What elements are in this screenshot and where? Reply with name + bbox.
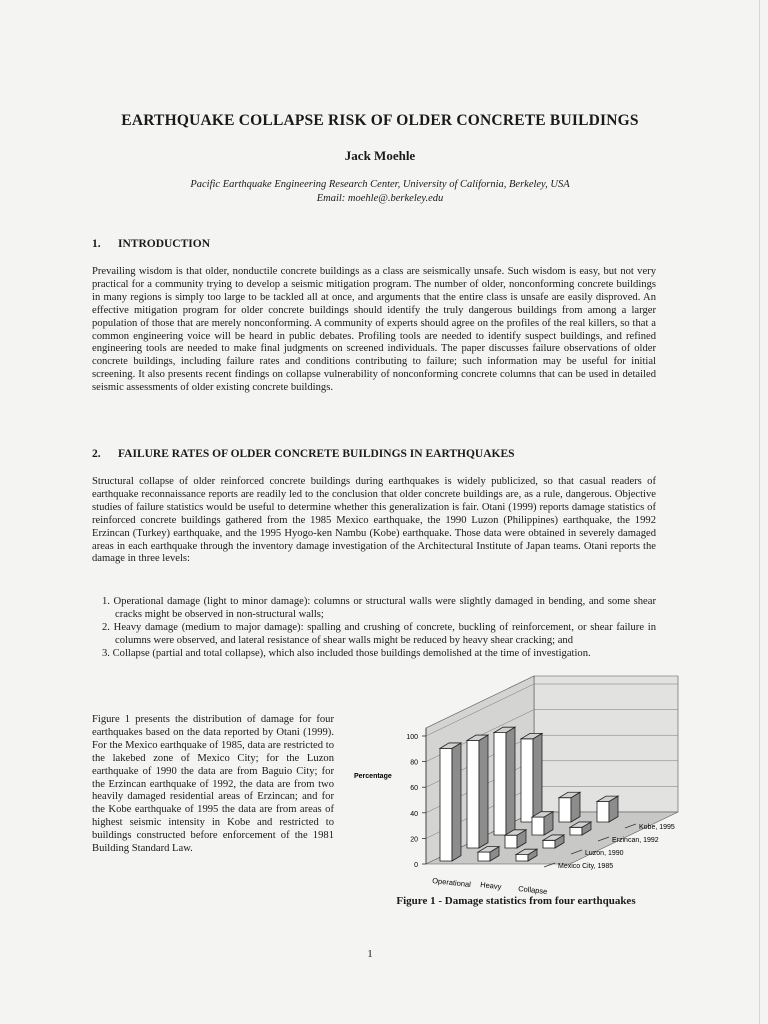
y-tick-label: 40 bbox=[410, 810, 418, 818]
y-tick-label: 100 bbox=[406, 734, 418, 741]
bar bbox=[516, 855, 528, 861]
damage-levels-list bbox=[102, 596, 656, 661]
bar bbox=[505, 835, 517, 848]
series-label: Mexico City, 1985 bbox=[558, 863, 614, 870]
affiliation: Pacific Earthquake Engineering Research Center, University of California, Berkeley, USA bbox=[190, 179, 570, 190]
y-tick-label: 60 bbox=[410, 785, 418, 793]
bar bbox=[559, 798, 571, 822]
y-axis-label: Percentage bbox=[354, 773, 392, 780]
bar-side bbox=[452, 743, 461, 861]
section-2-number: 2. bbox=[92, 448, 101, 460]
damage-chart bbox=[346, 704, 675, 897]
section-1-text: Prevailing wisdom is that older, nonductile concrete buildings as a class are seismically unsafe. Such wisdom is easy, but not very practical for a community trying to develop a seismic mitigation program. The number of older, nonconforming concrete buildings in many regions is simply too large to be tackled all at once, and arguments that the entire class is unsafe are easily disproved. An effective mitigation program for older concrete buildings should identify the truly dangerous buildings from among a larger population of those that are merely nonconforming. A community of experts should agree on the profiles of the real killers, so that a common engineering voice will be heard in public debates. Profiling tools are needed to identify suspect buildings, and refined engineering tools are needed to make final judgments on screened individuals. The paper discusses failure observations of older concrete buildings, including failure rates and conditions contributing to failure; such information may be useful for initial screening. It also presents recent findings on collapse vulnerability of nonconforming concrete columns that can be used in detailed seismic assessments of older existing concrete buildings. bbox=[92, 266, 656, 394]
bar bbox=[440, 748, 452, 861]
bar bbox=[597, 802, 609, 822]
bar bbox=[570, 827, 582, 835]
bar bbox=[532, 817, 544, 835]
y-tick-label: 80 bbox=[410, 759, 418, 767]
category-label: Heavy bbox=[479, 880, 502, 892]
bar bbox=[521, 739, 533, 822]
damage-level-item: 1. Operational damage (light to minor damage): columns or structural walls were slightly damaged in bending, and some shear cracks might be observed in non-structural walls; bbox=[102, 596, 656, 620]
chart-back-wall bbox=[534, 676, 678, 812]
bar-side bbox=[506, 727, 515, 835]
section-1-title: INTRODUCTION bbox=[118, 238, 211, 250]
bar bbox=[543, 840, 555, 848]
section-2-title: FAILURE RATES OF OLDER CONCRETE BUILDINGS IN EARTHQUAKES bbox=[118, 448, 515, 460]
y-tick-label: 0 bbox=[414, 862, 418, 869]
series-label: Kobe, 1995 bbox=[639, 824, 675, 831]
damage-level-item: 3. Collapse (partial and total collapse), which also included those buildings demolished at the time of investigation. bbox=[102, 647, 591, 659]
damage-level-item: 2. Heavy damage (medium to major damage): spalling and crushing of concrete, buckling of reinforcement, or shear failure in columns were observed, and lateral resistance of shear walls might be reduced by heavy shear cracking; and bbox=[102, 621, 656, 646]
category-label: Collapse bbox=[517, 884, 548, 897]
bar-side bbox=[479, 735, 488, 848]
y-tick-label: 20 bbox=[410, 836, 418, 844]
section-1-heading bbox=[92, 238, 210, 250]
section-1-number: 1. bbox=[92, 238, 101, 250]
bar bbox=[494, 733, 506, 835]
bar-side bbox=[533, 733, 542, 822]
bar bbox=[478, 852, 490, 861]
section-2-text: Structural collapse of older reinforced concrete buildings during earthquakes is widely publicized, so that casual readers of earthquake reconnaissance reports are readily led to the conclusion that older concrete buildings are, as a rule, dangerous. Objective studies of failure statistics would be useful to determine whether this generalization is fair. Otani (1999) reports damage statistics of reinforced concrete buildings gathered from the 1985 Mexico earthquake, the 1990 Luzon (Philippines) earthquake, the 1992 Erzincan (Turkey) earthquake, and the 1995 Hyogo-ken Nambu (Kobe) earthquake. Those data were obtained in severely damaged areas in each earthquake through the inventory damage investigation of the Architectural Institute of Japan teams. Otani reports the damage in three levels: bbox=[92, 476, 656, 565]
affiliation-block bbox=[0, 178, 760, 206]
paper-title: EARTHQUAKE COLLAPSE RISK OF OLDER CONCRETE BUILDINGS bbox=[121, 112, 639, 129]
section-2-heading bbox=[92, 448, 515, 460]
series-label: Erzincan, 1992 bbox=[612, 837, 659, 844]
figure-caption: Figure 1 - Damage statistics from four earthquakes bbox=[396, 895, 636, 907]
bar bbox=[467, 740, 479, 848]
page-number: 1 bbox=[367, 948, 373, 960]
category-label: Operational bbox=[431, 876, 472, 890]
figure-description: Figure 1 presents the distribution of damage for four earthquakes based on the data reported by Otani (1999). For the Mexico earthquake of 1985, data are restricted to the lakebed zone of Mexico City; for the Luzon earthquake of 1990 the data are from Baguio City; for the Erzincan earthquake of 1992, the data are from two heavily damaged residential areas of Erzincan; and for the Kobe earthquake of 1995 the data are from areas of highest seismic intensity in Kobe and restricted to buildings constructed before enforcement of the 1981 Building Standard Law. bbox=[92, 714, 334, 855]
author-name: Jack Moehle bbox=[344, 148, 416, 163]
series-label: Luzon, 1990 bbox=[585, 850, 624, 857]
author-email: Email: moehle@.berkeley.edu bbox=[316, 193, 444, 204]
